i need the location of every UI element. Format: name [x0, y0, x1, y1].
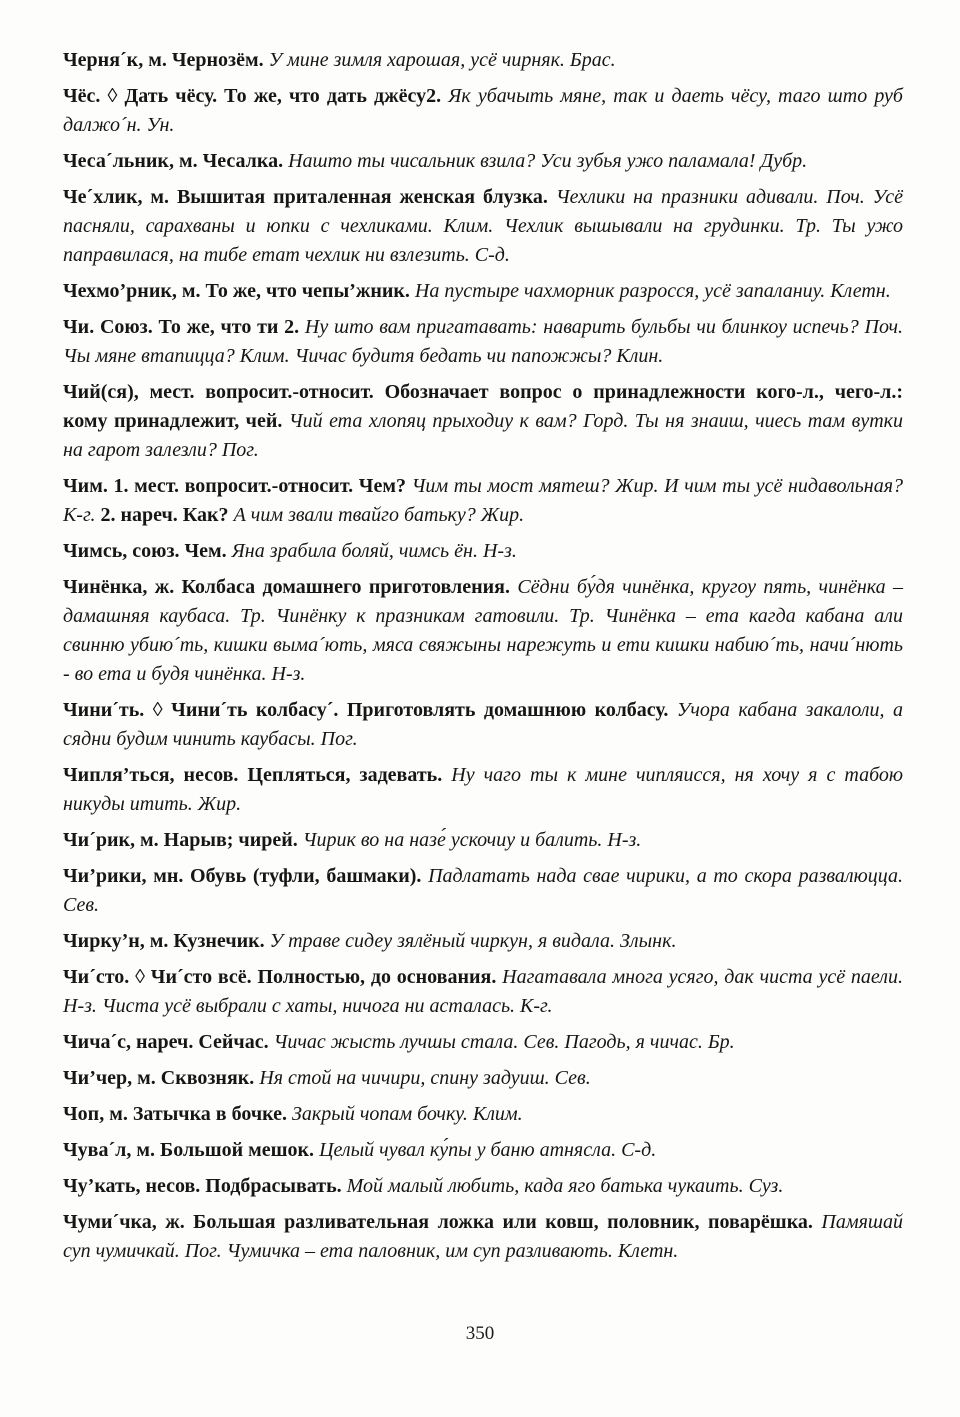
dictionary-entry: [63, 1028, 903, 1057]
entry-headword-definition: Чипля’ться, несов. Цепляться, задевать.: [63, 764, 452, 786]
entry-example: Целый чувал ку́пы у баню атнясла. С-д.: [319, 1139, 657, 1161]
entry-example: Нашто ты чисальник взила? Уси зубья ужо паламала! Дубр.: [288, 150, 808, 172]
entry-example: У мине зимля харошая, усё чирняк. Брас.: [268, 49, 616, 71]
entry-example: Нагатавала многа усяго, дак чиста усё паели. Н-з. Чиста усё выбрали с хаты, ничога ни асталась. К-г.: [63, 966, 904, 1017]
dictionary-entry: [63, 1064, 903, 1093]
entry-headword-definition: Чуми´чка, ж. Большая разливательная ложка или ковш, половник, поварёшка.: [63, 1211, 822, 1233]
entry-headword-definition: Чехмо’рник, м. То же, что чепы’жник.: [63, 280, 415, 302]
dictionary-entry: [63, 1172, 903, 1201]
entry-example: Ну чаго ты к мине чипляисся, ня хочу я с табою никуды итить. Жир.: [63, 764, 903, 815]
entry-example: Мой малый любить, када яго батька чукаить. Суз.: [346, 1175, 784, 1197]
entry-headword-definition: Чи. Союз. То же, что ти 2.: [63, 316, 305, 338]
page-number: 350: [465, 1323, 495, 1344]
entry-example: Як убачыть мяне, так и даеть чёсу, таго што руб далжо´н. Ун.: [63, 85, 903, 136]
entry-headword-definition: Чи’рики, мн. Обувь (туфли, башмаки).: [63, 865, 429, 887]
dictionary-entry: [63, 963, 903, 1021]
entry-headword-definition: Чимсь, союз. Чем.: [63, 540, 232, 562]
dictionary-entry: [63, 1100, 903, 1129]
entry-headword-definition: Чува´л, м. Большой мешок.: [63, 1139, 320, 1161]
dictionary-entry: [63, 537, 903, 566]
dictionary-entry: [63, 862, 903, 920]
entry-example: Учора кабана закалоли, а сядни будим чинить каубасы. Пог.: [63, 699, 903, 750]
entry-example: Сёдни бу́дя чинёнка, кругоу пять, чинёнка – дамашняя каубаса. Тр. Чинёнку к празникам гатовили. Тр. Чинёнка – ета кагда кабана али свинню убию´ть, кишки выма´ють, мяса свяжыны нарежуть и ети кишки набию´ть, начи´нють - во ета и будя чинёнка. Н-з.: [63, 576, 903, 685]
entry-headword-definition: Чича´с, нареч. Сейчас.: [63, 1031, 274, 1053]
dictionary-entry: [63, 1136, 903, 1165]
entry-headword-definition: Че´хлик, м. Вышитая приталенная женская блузка.: [63, 186, 556, 208]
dictionary-entry: [63, 46, 903, 75]
entry-headword-definition: Чи´сто. ◊ Чи´сто всё. Полностью, до основания.: [63, 966, 503, 988]
entry-example: На пустыре чахморник разросся, усё запаланиу. Клетн.: [414, 280, 891, 302]
entry-headword-definition: Чим. 1. мест. вопросит.-относит. Чем?: [63, 475, 412, 497]
entry-headword-definition: Чи´рик, м. Нарыв; чирей.: [63, 829, 303, 851]
dictionary-entry: [63, 147, 903, 176]
entry-example: Чехлики на празники адивали. Поч. Усё пасняли, сарахваны и юпки с чехликами. Клим. Чехлик вышывали на грудинки. Тр. Ты ужо паправилася, на тибе етат чехлик ни взлезить. С-д.: [63, 186, 903, 266]
entry-headword-definition: Чеса´льник, м. Чесалка.: [63, 150, 289, 172]
dictionary-entry: [63, 573, 903, 689]
entry-headword-definition: Черня´к, м. Чернозём.: [63, 49, 269, 71]
entry-example: Чим ты мост мятеш? Жир. И чим ты усё нидавольная? К-г.: [63, 475, 903, 526]
entry-example: Памяшай суп чумичкай. Пог. Чумичка – ета паловник, им суп разливають. Клетн.: [63, 1211, 903, 1262]
entry-example: Яна зрабила боляй, чимсь ён. Н-з.: [231, 540, 517, 562]
entry-example: Ну што вам пригатавать: наварить бульбы чи блинкоу испечь? Поч. Чы мяне втапицца? Клим. Чичас будитя бедать чи папожжы? Клин.: [63, 316, 903, 367]
entry-example: У траве сидеу зялёный чиркун, я видала. Злынк.: [269, 930, 677, 952]
entry-example: Закрый чопам бочку. Клим.: [292, 1103, 523, 1125]
entry-example: Чирик во на назе́ ускочиу и балить. Н-з.: [302, 829, 642, 851]
entry-headword-definition: 2. нареч. Как?: [100, 504, 234, 526]
dictionary-entry: [63, 761, 903, 819]
dictionary-entry: [63, 277, 903, 306]
entry-example: Чичас жысть лучшы стала. Сев. Пагодь, я чичас. Бр.: [273, 1031, 735, 1053]
entry-headword-definition: Чоп, м. Затычка в бочке.: [63, 1103, 293, 1125]
dictionary-entry: [63, 696, 903, 754]
dictionary-entry: [63, 927, 903, 956]
entry-headword-definition: Чу’кать, несов. Подбрасывать.: [63, 1175, 347, 1197]
entry-example: А чим звали твайго батьку? Жир.: [233, 504, 525, 526]
entry-headword-definition: Чий(ся), мест. вопросит.-относит. Обозначает вопрос о принадлежности кого-л., чего-л.: кому принадлежит, чей.: [63, 381, 903, 432]
entry-headword-definition: Чини´ть. ◊ Чини´ть колбасу´. Приготовлять домашнюю колбасу.: [63, 699, 677, 721]
dictionary-entry: [63, 378, 903, 465]
dictionary-entry: [63, 472, 903, 530]
entry-headword-definition: Чирку’н, м. Кузнечик.: [63, 930, 270, 952]
entry-headword-definition: Чинёнка, ж. Колбаса домашнего приготовления.: [63, 576, 518, 598]
entry-headword-definition: Чи’чер, м. Сквозняк.: [63, 1067, 260, 1089]
dictionary-entry: [63, 183, 903, 270]
entry-example: Падлатать нада свае чирики, а то скора развалюцца. Сев.: [63, 865, 903, 916]
dictionary-entry: [63, 313, 903, 371]
entry-headword-definition: Чёс. ◊ Дать чёсу. То же, что дать джёсу2.: [63, 85, 449, 107]
entry-example: Ня стой на чичири, спину задуиш. Сев.: [259, 1067, 591, 1089]
dictionary-entry: [63, 1208, 903, 1266]
entry-example: Чий ета хлопяц прыходиу к вам? Горд. Ты ня знаиш, чиесь там вутки на гарот залезли? Пог.: [63, 410, 904, 461]
dictionary-entry: [63, 82, 903, 140]
dictionary-entry: [63, 826, 903, 855]
